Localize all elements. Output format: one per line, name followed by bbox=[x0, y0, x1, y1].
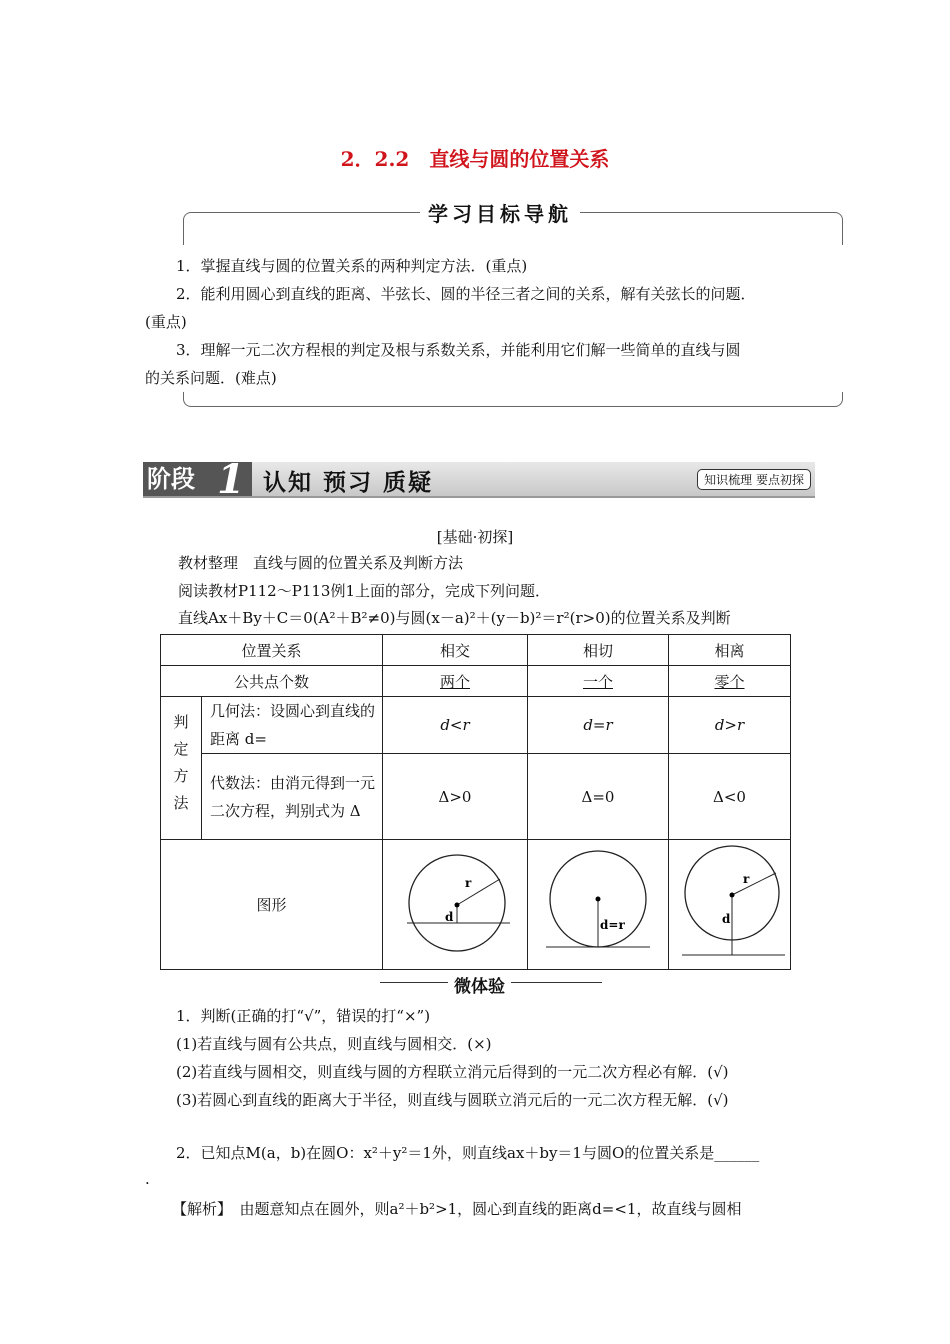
question-1-1: (1)若直线与圆有公共点，则直线与圆相交．(×) bbox=[176, 1035, 492, 1053]
header-tangent: 相切 bbox=[528, 635, 669, 666]
material-title: 教材整理 直线与圆的位置关系及判断方法 bbox=[178, 554, 464, 572]
common-intersect: 两个 bbox=[383, 666, 528, 697]
question-1-3: (3)若圆心到直线的距离大于半径，则直线与圆联立消元后的一元二次方程无解．(√) bbox=[176, 1091, 729, 1109]
goal-2: 2．能利用圆心到直线的距离、半弦长、圆的半径三者之间的关系，解有关弦长的问题． bbox=[176, 285, 756, 303]
sep-radius-label: r bbox=[742, 871, 749, 886]
question-2: 2．已知点M(a，b)在圆O：x²＋y²＝1外，则直线ax＋by＝1与圆O的位置关系是______ bbox=[176, 1144, 760, 1162]
geo-intersect: d<r bbox=[383, 697, 528, 754]
common-label: 公共点个数 bbox=[161, 666, 383, 697]
alg-intersect: Δ>0 bbox=[383, 754, 528, 840]
goal-1: 1．掌握直线与圆的位置关系的两种判定方法．(重点) bbox=[176, 257, 528, 275]
intersect-diagram bbox=[385, 843, 525, 963]
goal-3-cont: 的关系问题．(难点) bbox=[145, 369, 277, 387]
geo-label: 几何法：设圆心到直线的距离 d= bbox=[202, 697, 383, 754]
common-tangent: 一个 bbox=[528, 666, 669, 697]
stage-name: 认知 预习 质疑 bbox=[263, 469, 434, 496]
tangent-distance-label: d=r bbox=[600, 917, 625, 932]
micro-heading: 微体验 bbox=[448, 972, 511, 997]
reading-line: 阅读教材P112～P113例1上面的部分，完成下列问题． bbox=[178, 582, 550, 600]
intro-line: 直线Ax＋By＋C＝0(A²＋B²≠0)与圆(x－a)²＋(y－b)²＝r²(r>0)的位置关系及判断 bbox=[178, 609, 731, 627]
header-separate: 相离 bbox=[669, 635, 791, 666]
figure-separate bbox=[669, 840, 791, 970]
relation-table bbox=[160, 634, 791, 970]
common-separate: 零个 bbox=[669, 666, 791, 697]
header-relation: 位置关系 bbox=[161, 635, 383, 666]
guide-frame-bottom bbox=[183, 392, 843, 407]
stage-tag: 知识梳理 要点初探 bbox=[697, 469, 811, 490]
solution: 【解析】 由题意知点在圆外，则a²＋b²>1，圆心到直线的距离d=<1，故直线与圆相 bbox=[172, 1200, 742, 1218]
figure-label: 图形 bbox=[161, 840, 383, 970]
figure-tangent bbox=[528, 840, 669, 970]
stage-label: 阶段 bbox=[143, 462, 252, 496]
method-label: 判定方法 bbox=[161, 697, 202, 840]
guide-heading: 学习目标导航 bbox=[420, 198, 580, 227]
header-intersect: 相交 bbox=[383, 635, 528, 666]
question-1-2: (2)若直线与圆相交，则直线与圆的方程联立消元后得到的一元二次方程必有解．(√) bbox=[176, 1063, 729, 1081]
alg-label: 代数法：由消元得到一元二次方程，判别式为 Δ bbox=[202, 754, 383, 840]
geo-tangent: d=r bbox=[528, 697, 669, 754]
alg-tangent: Δ=0 bbox=[528, 754, 669, 840]
tangent-diagram bbox=[528, 843, 668, 963]
stage-banner bbox=[143, 456, 815, 503]
distance-label: d bbox=[445, 909, 454, 924]
geo-separate: d>r bbox=[669, 697, 791, 754]
goal-3: 3．理解一元二次方程根的判定及根与系数关系，并能利用它们解一些简单的直线与圆 bbox=[176, 341, 741, 359]
section-title: 2．2.2 直线与圆的位置关系 bbox=[340, 147, 610, 171]
sep-distance-label: d bbox=[721, 911, 730, 926]
radius-label: r bbox=[465, 875, 472, 890]
goal-2-cont: (重点) bbox=[145, 313, 187, 331]
alg-separate: Δ<0 bbox=[669, 754, 791, 840]
subsection-head: [基础·初探] bbox=[436, 528, 514, 546]
separate-diagram bbox=[670, 843, 790, 963]
stage-number: 1 bbox=[217, 456, 245, 503]
figure-intersect bbox=[383, 840, 528, 970]
question-2-blank: . bbox=[145, 1170, 150, 1188]
question-1: 1．判断(正确的打“√”，错误的打“×”) bbox=[176, 1007, 431, 1025]
